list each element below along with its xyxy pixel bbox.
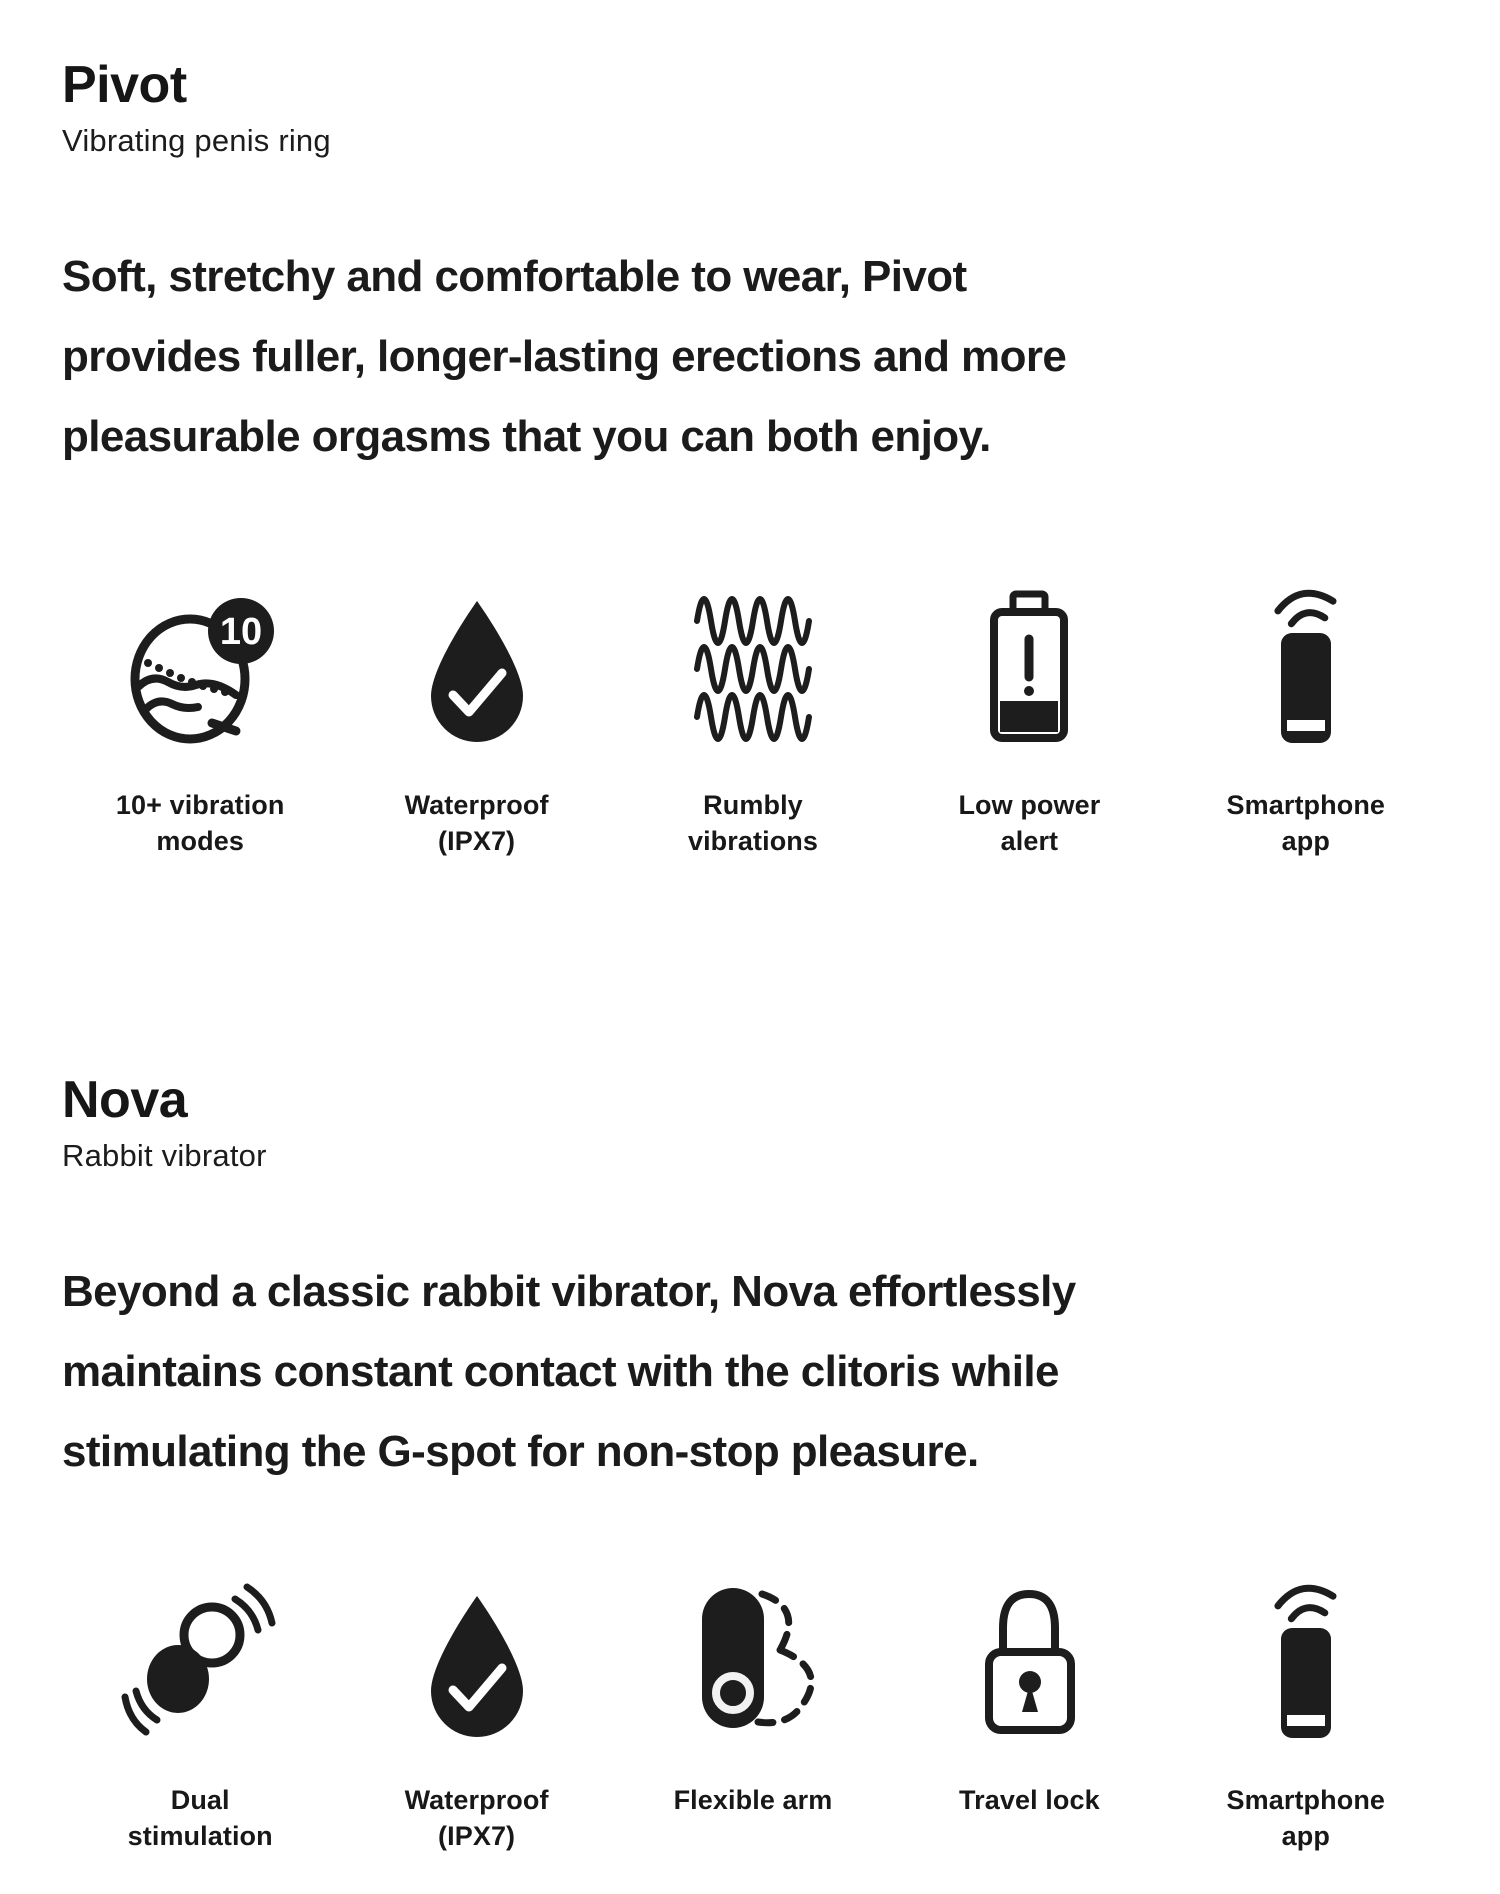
page-title: Pivot	[62, 56, 187, 114]
description-line: pleasurable orgasms that you can both enjoy.	[62, 411, 991, 461]
feature-waterproof	[338, 587, 614, 859]
smartphone-app-icon	[1231, 1582, 1381, 1740]
product-subtitle: Rabbit vibrator	[62, 1137, 267, 1173]
feature-label: Waterproof (IPX7)	[404, 1784, 549, 1851]
rumbly-vibrations-icon	[680, 587, 826, 745]
feature-flexible-arm	[615, 1582, 891, 1854]
travel-lock-icon	[951, 1582, 1107, 1740]
feature-smartphone-app	[1168, 587, 1444, 859]
description-line: stimulating the G-spot for non-stop pleasure.	[62, 1426, 979, 1476]
feature-low-power-alert	[891, 587, 1167, 859]
feature-label: Rumbly vibrations	[687, 789, 818, 856]
feature-vibration-modes	[62, 587, 338, 859]
description-line: maintains constant contact with the clitoris while	[62, 1346, 1059, 1396]
feature-label: Waterproof (IPX7)	[404, 789, 549, 856]
flexible-arm-icon	[674, 1582, 832, 1740]
feature-dual-stimulation	[62, 1582, 338, 1854]
product-description	[62, 1252, 1322, 1492]
feature-waterproof	[338, 1582, 614, 1854]
description-line: Soft, stretchy and comfortable to wear, Pivot	[62, 251, 967, 301]
smartphone-app-icon	[1231, 587, 1381, 745]
product-description	[62, 237, 1322, 477]
waterproof-icon	[402, 1582, 552, 1740]
features-row	[62, 1582, 1444, 1854]
dual-stimulation-icon	[121, 1582, 279, 1740]
section-pivot	[62, 56, 1444, 859]
features-row	[62, 587, 1444, 859]
description-line: provides fuller, longer-lasting erections and more	[62, 331, 1067, 381]
feature-label: Smartphone app	[1226, 1784, 1386, 1851]
feature-label: Dual stimulation	[127, 1784, 273, 1851]
waterproof-icon	[402, 587, 552, 745]
feature-rumbly-vibrations	[615, 587, 891, 859]
feature-label: Smartphone app	[1226, 789, 1386, 856]
feature-label: 10+ vibration modes	[115, 789, 285, 856]
product-subtitle: Vibrating penis ring	[62, 122, 331, 158]
feature-label: Low power alert	[958, 789, 1101, 856]
feature-label: Flexible arm	[673, 1784, 833, 1815]
low-power-alert-icon	[954, 587, 1104, 745]
section-nova	[62, 1071, 1444, 1854]
vibration-modes-icon	[124, 587, 276, 745]
description-line: Beyond a classic rabbit vibrator, Nova effortlessly	[62, 1266, 1076, 1316]
feature-travel-lock	[891, 1582, 1167, 1854]
product-title: Nova	[62, 1070, 188, 1129]
feature-smartphone-app	[1168, 1582, 1444, 1854]
vibration-count-badge: 10	[220, 610, 263, 653]
feature-label: Travel lock	[959, 1784, 1100, 1815]
